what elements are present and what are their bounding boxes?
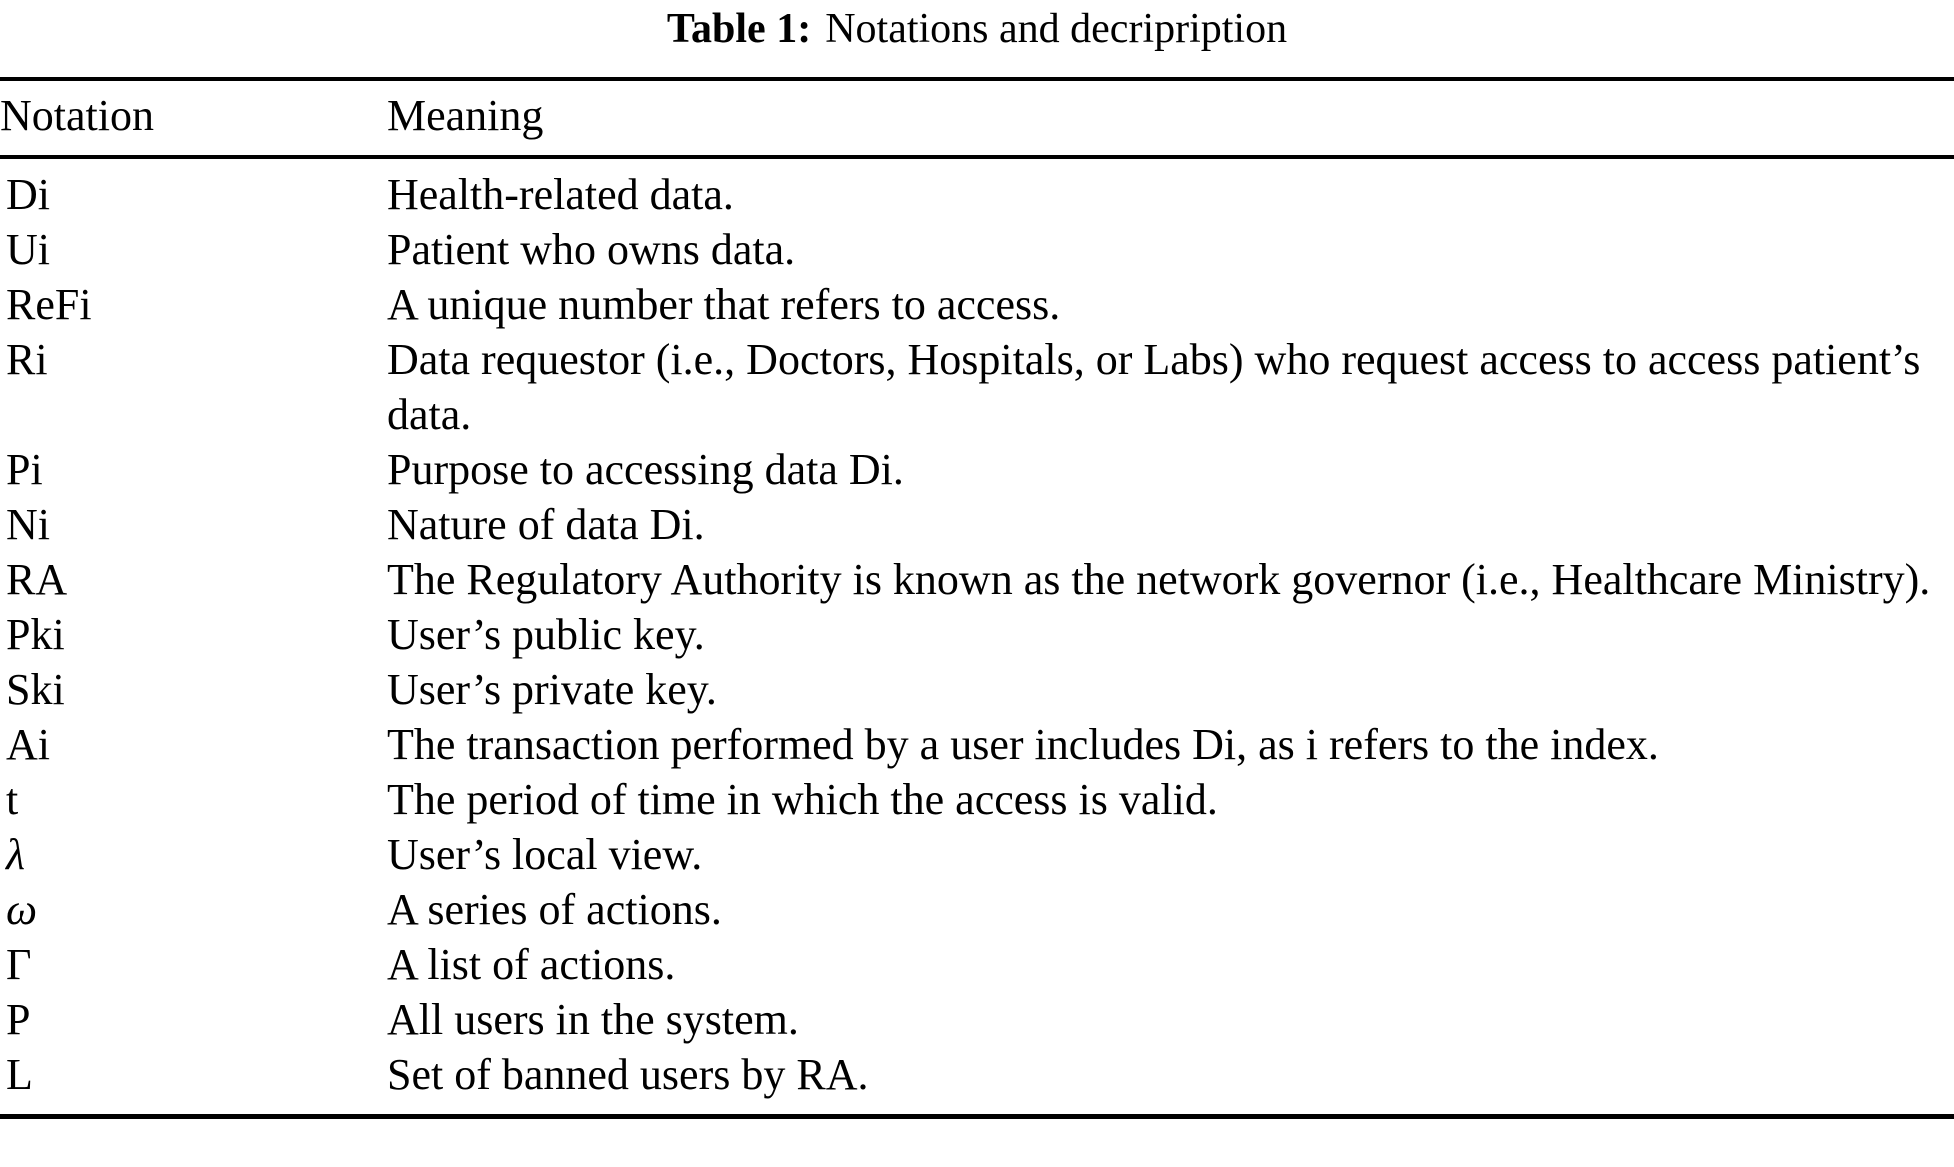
meaning-cell: Nature of data Di. [387,500,705,549]
table-row [0,662,1954,717]
table-row [0,552,1954,607]
meaning-cell: A list of actions. [387,940,676,989]
table-row [0,222,1954,277]
header-meaning: Meaning [387,79,1954,157]
notation-cell: ReFi [6,280,92,329]
table-row [0,717,1954,772]
notation-table-body [0,157,1954,1117]
meaning-cell: User’s public key. [387,610,705,659]
notation-cell: Ai [6,720,50,769]
notation-cell: λ [6,830,26,879]
notation-table [0,77,1954,1119]
table-row [0,442,1954,497]
notation-cell: Di [6,170,50,219]
meaning-cell: Purpose to accessing data Di. [387,445,904,494]
notation-cell: P [6,995,31,1044]
table-caption-label: Table 1: [666,6,812,52]
notation-cell: Ski [6,665,65,714]
notation-cell: Ri [6,335,48,384]
table-row [0,772,1954,827]
table-row [0,497,1954,552]
table-row [0,157,1954,222]
notation-cell: Pki [6,610,65,659]
meaning-cell: A unique number that refers to access. [387,280,1061,329]
notation-cell: t [6,775,19,824]
table-caption-text: Notations and decripription [825,6,1288,52]
notation-cell: Γ [6,940,32,989]
header-notation: Notation [0,79,387,157]
notation-cell: RA [6,555,68,604]
table-row [0,1047,1954,1117]
notation-cell: L [6,1050,33,1099]
meaning-cell: The transaction performed by a user includes Di, as i refers to the index. [387,720,1659,769]
meaning-cell: Patient who owns data. [387,225,796,274]
meaning-cell: All users in the system. [387,995,799,1044]
table-row [0,332,1954,442]
meaning-cell: A series of actions. [387,885,722,934]
notation-table-header [0,79,1954,157]
notation-cell: ω [6,885,38,934]
table-row [0,992,1954,1047]
notation-cell: Ui [6,225,50,274]
meaning-cell: Set of banned users by RA. [387,1050,869,1099]
table-row [0,882,1954,937]
table-row [0,607,1954,662]
table-row [0,827,1954,882]
meaning-cell: Health-related data. [387,170,734,219]
header-row [0,79,1954,157]
notation-cell: Pi [6,445,43,494]
notation-cell: Ni [6,500,50,549]
meaning-cell: The Regulatory Authority is known as the network governor (i.e., Healthcare Ministry). [387,555,1931,604]
meaning-cell: User’s local view. [387,830,703,879]
table-caption [0,0,1954,77]
meaning-cell: Data requestor (i.e., Doctors, Hospitals, or Labs) who request access to access patient’s data. [387,335,1921,439]
table-row [0,937,1954,992]
meaning-cell: The period of time in which the access is valid. [387,775,1218,824]
table-row [0,277,1954,332]
meaning-cell: User’s private key. [387,665,717,714]
